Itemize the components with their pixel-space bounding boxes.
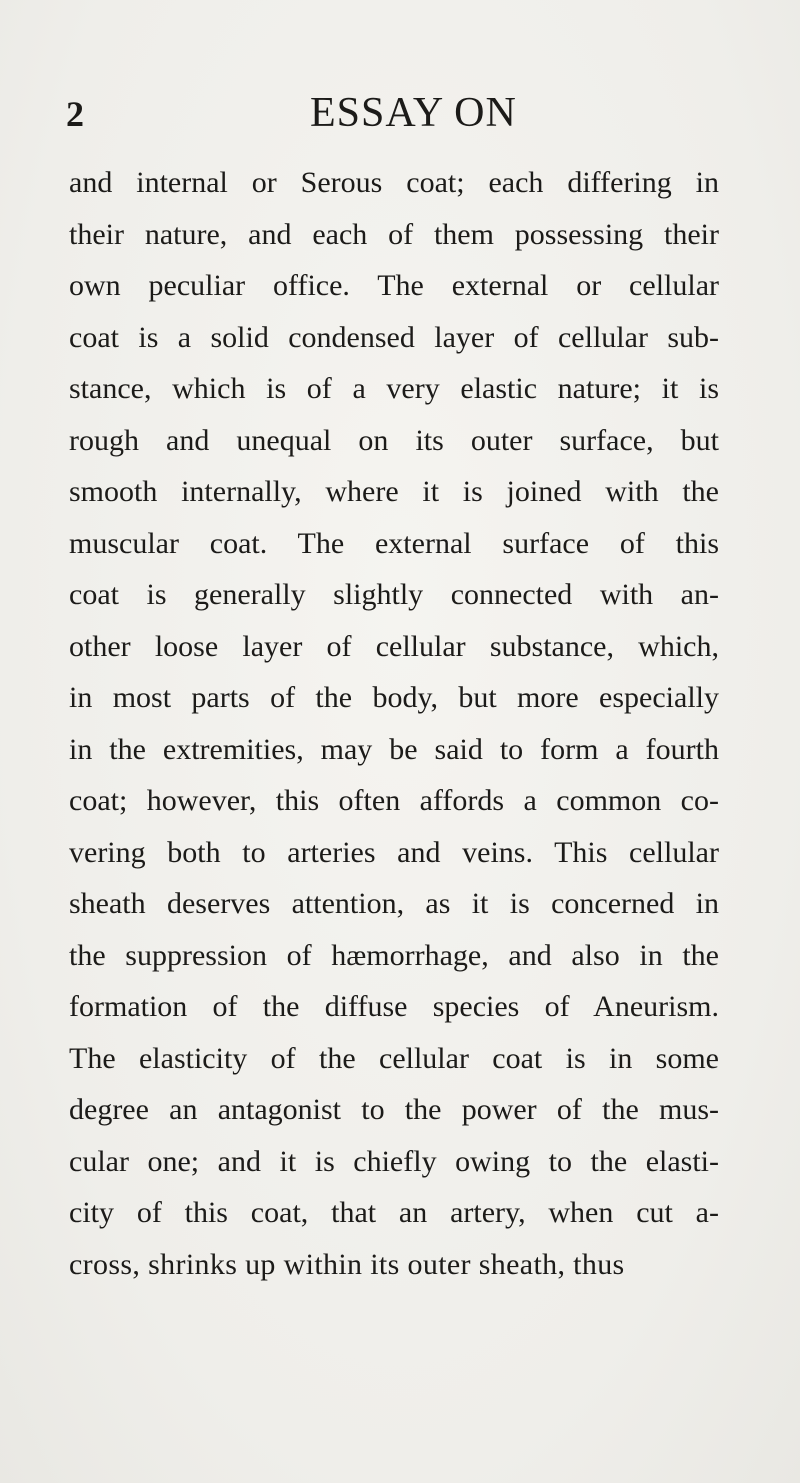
- text-line: cular one; and it is chiefly owing to the elasti-: [69, 1144, 719, 1178]
- text-line: own peculiar office. The external or cellular: [69, 269, 719, 302]
- text-line: their nature, and each of them possessing their: [69, 217, 719, 251]
- text-line: and internal or Serous coat; each differing in: [69, 166, 719, 199]
- text-line: sheath deserves attention, as it is concerned in: [69, 887, 719, 920]
- text-line: degree an antagonist to the power of the mus-: [69, 1093, 719, 1126]
- text-line: in the extremities, may be said to form a fourth: [69, 732, 719, 766]
- text-line: coat; however, this often affords a common co-: [69, 784, 719, 817]
- text-line: other loose layer of cellular substance, which,: [69, 629, 719, 663]
- text-line: vering both to arteries and veins. This cellular: [69, 835, 719, 869]
- text-line: smooth internally, where it is joined with the: [69, 475, 719, 508]
- text-line: The elasticity of the cellular coat is in some: [69, 1041, 719, 1075]
- running-title: ESSAY ON: [310, 90, 517, 136]
- running-head: [0, 88, 800, 138]
- body-text: [69, 157, 719, 1290]
- text-line: the suppression of hæmorrhage, and also in the: [69, 938, 719, 972]
- text-line: stance, which is of a very elastic nature; it is: [69, 372, 719, 405]
- text-line: muscular coat. The external surface of this: [69, 526, 719, 560]
- text-line: rough and unequal on its outer surface, but: [69, 423, 719, 457]
- text-line: coat is generally slightly connected with an-: [69, 578, 719, 611]
- page-number: 2: [66, 94, 84, 134]
- text-line: in most parts of the body, but more especially: [69, 681, 719, 714]
- text-line: cross, shrinks up within its outer sheath, thus: [69, 1247, 625, 1281]
- text-line: formation of the diffuse species of Aneurism.: [69, 990, 719, 1023]
- text-line: coat is a solid condensed layer of cellular sub-: [69, 320, 719, 354]
- text-line: city of this coat, that an artery, when cut a-: [69, 1196, 719, 1229]
